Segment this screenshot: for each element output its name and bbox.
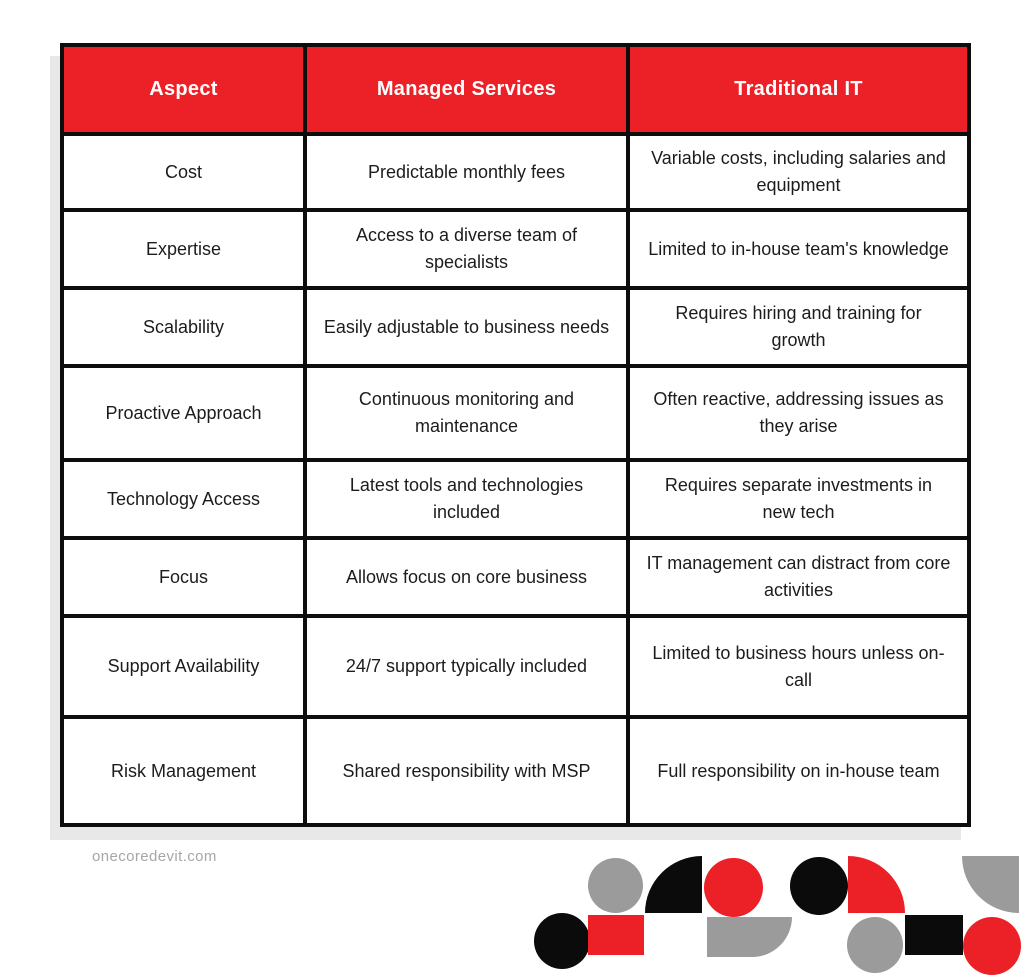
gray-rounded-rect-shape [707,917,792,957]
table-row-scalability [62,288,969,366]
managed-cell: Predictable monthly fees [305,134,628,210]
table-row-support-availability [62,616,969,717]
aspect-cell: Proactive Approach [62,366,305,460]
black-rectangle-shape [905,915,963,955]
aspect-cell: Expertise [62,210,305,288]
managed-cell: Easily adjustable to business needs [305,288,628,366]
table-row-expertise [62,210,969,288]
traditional-cell: Limited to business hours unless on-call [628,616,969,717]
website-credit: onecoredevit.com [92,848,217,865]
managed-cell: 24/7 support typically included [305,616,628,717]
table-row-risk-management [62,717,969,825]
aspect-cell: Focus [62,538,305,616]
red-half-circle-shape [963,917,1021,975]
traditional-cell: Requires separate investments in new tech [628,460,969,538]
aspect-cell: Risk Management [62,717,305,825]
red-rectangle-shape [588,915,644,955]
managed-cell: Continuous monitoring and maintenance [305,366,628,460]
table-row-technology-access [62,460,969,538]
table-row-cost [62,134,969,210]
traditional-cell: Variable costs, including salaries and equipment [628,134,969,210]
table-row-proactive-approach [62,366,969,460]
traditional-cell: Often reactive, addressing issues as they arise [628,366,969,460]
aspect-cell: Technology Access [62,460,305,538]
traditional-cell: Requires hiring and training for growth [628,288,969,366]
managed-cell: Allows focus on core business [305,538,628,616]
red-circle-shape [704,858,763,917]
black-quarter-circle-shape [645,856,702,913]
managed-cell: Shared responsibility with MSP [305,717,628,825]
traditional-cell: Full responsibility on in-house team [628,717,969,825]
managed-cell: Latest tools and technologies included [305,460,628,538]
gray-half-circle-shape [847,917,903,973]
managed-cell: Access to a diverse team of specialists [305,210,628,288]
traditional-cell: IT management can distract from core activities [628,538,969,616]
header-row [62,45,969,134]
header-aspect: Aspect [62,45,305,134]
header-managed-services: Managed Services [305,45,628,134]
traditional-cell: Limited to in-house team's knowledge [628,210,969,288]
comparison-table [60,43,971,827]
red-quarter-circle-shape [848,856,905,913]
header-traditional-it: Traditional IT [628,45,969,134]
table-row-focus [62,538,969,616]
black-half-circle-shape [534,913,590,969]
aspect-cell: Support Availability [62,616,305,717]
gray-quarter-circle-shape [962,856,1019,913]
black-circle-shape [790,857,848,915]
gray-circle-shape [588,858,643,913]
aspect-cell: Cost [62,134,305,210]
aspect-cell: Scalability [62,288,305,366]
